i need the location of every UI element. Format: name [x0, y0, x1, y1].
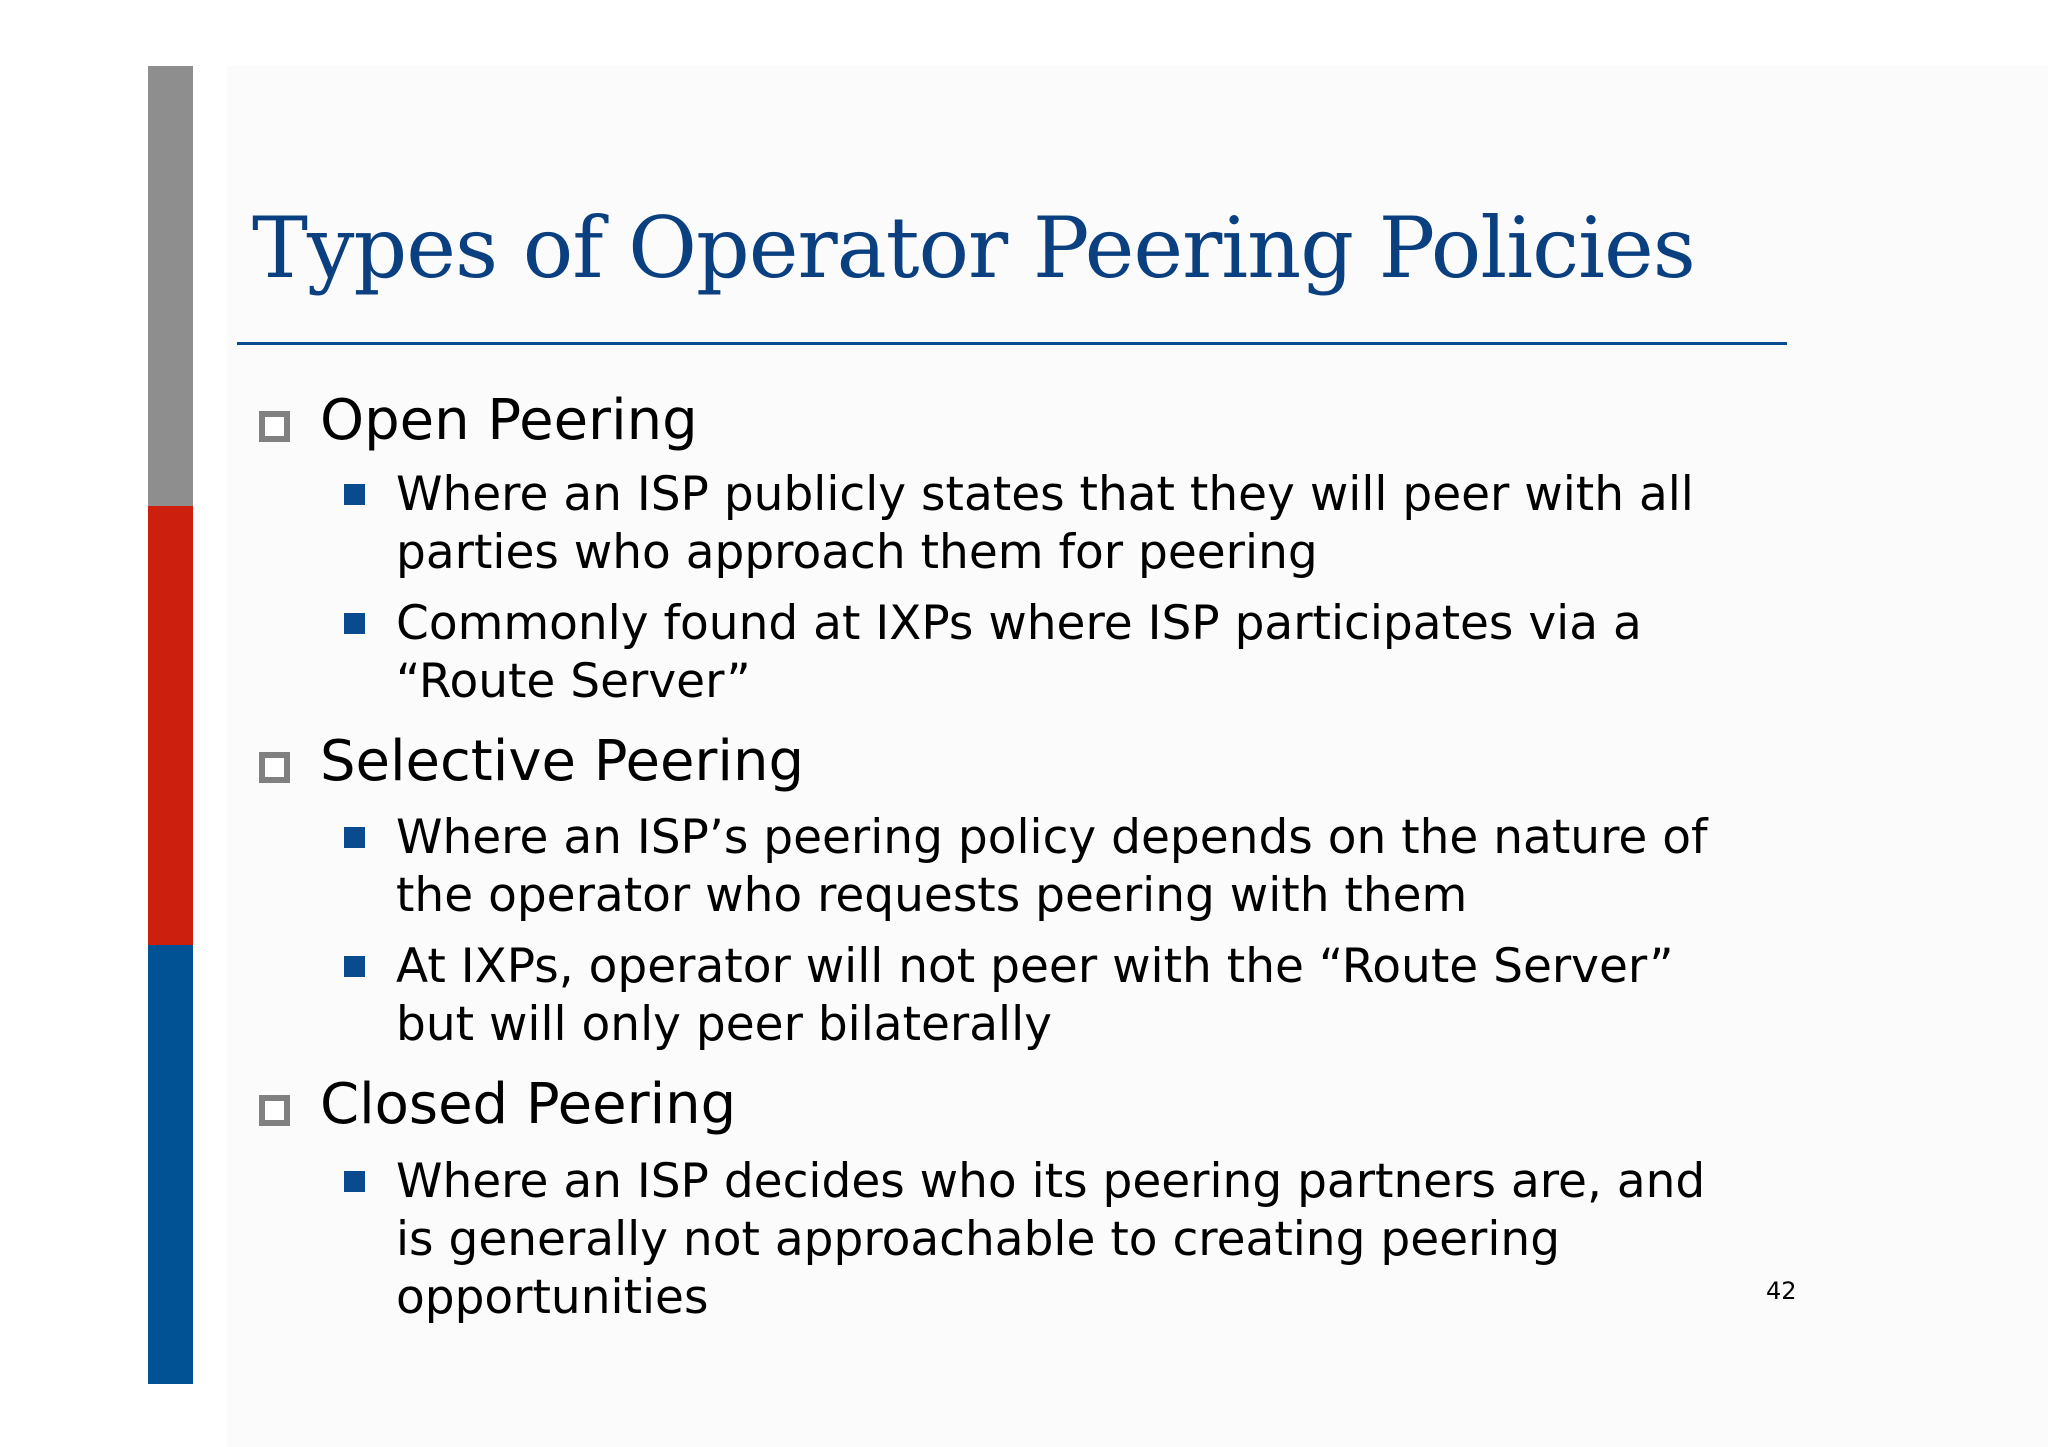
bullet-line: but will only peer bilaterally — [396, 997, 1052, 1052]
section-heading-selective-peering: Selective Peering — [320, 729, 805, 794]
side-bar-blue-segment — [148, 945, 193, 1384]
bullet-line: Where an ISP publicly states that they will peer with all — [396, 467, 1694, 522]
title-underline — [237, 342, 1787, 345]
bullet-line: opportunities — [396, 1270, 709, 1325]
page-number: 42 — [1766, 1277, 1797, 1305]
bullet-point — [396, 595, 1796, 711]
bullet-point — [396, 466, 1796, 582]
section-heading-open-peering: Open Peering — [320, 388, 698, 453]
bullet-line: Commonly found at IXPs where ISP participates via a — [396, 596, 1642, 651]
bullet-line: is generally not approachable to creating peering — [396, 1212, 1561, 1267]
solid-square-bullet-icon — [344, 1171, 365, 1192]
bullet-line: the operator who requests peering with them — [396, 868, 1468, 923]
solid-square-bullet-icon — [344, 956, 365, 977]
side-bar-red-segment — [148, 506, 193, 945]
bullet-line: At IXPs, operator will not peer with the “Route Server” — [396, 939, 1674, 994]
bullet-line: “Route Server” — [396, 654, 751, 709]
decorative-side-bar — [148, 66, 193, 1384]
bullet-point — [396, 809, 1796, 925]
section-heading-closed-peering: Closed Peering — [320, 1072, 737, 1137]
slide-title: Types of Operator Peering Policies — [252, 199, 1695, 297]
hollow-square-bullet-icon — [259, 752, 290, 783]
bullet-line: Where an ISP decides who its peering partners are, and — [396, 1154, 1706, 1209]
bullet-line: Where an ISP’s peering policy depends on the nature of — [396, 810, 1708, 865]
side-bar-gray-segment — [148, 66, 193, 506]
bullet-point — [396, 938, 1796, 1054]
bullet-point — [396, 1153, 1796, 1327]
solid-square-bullet-icon — [344, 827, 365, 848]
bullet-line: parties who approach them for peering — [396, 525, 1318, 580]
hollow-square-bullet-icon — [259, 1095, 290, 1126]
solid-square-bullet-icon — [344, 613, 365, 634]
hollow-square-bullet-icon — [259, 411, 290, 442]
solid-square-bullet-icon — [344, 484, 365, 505]
